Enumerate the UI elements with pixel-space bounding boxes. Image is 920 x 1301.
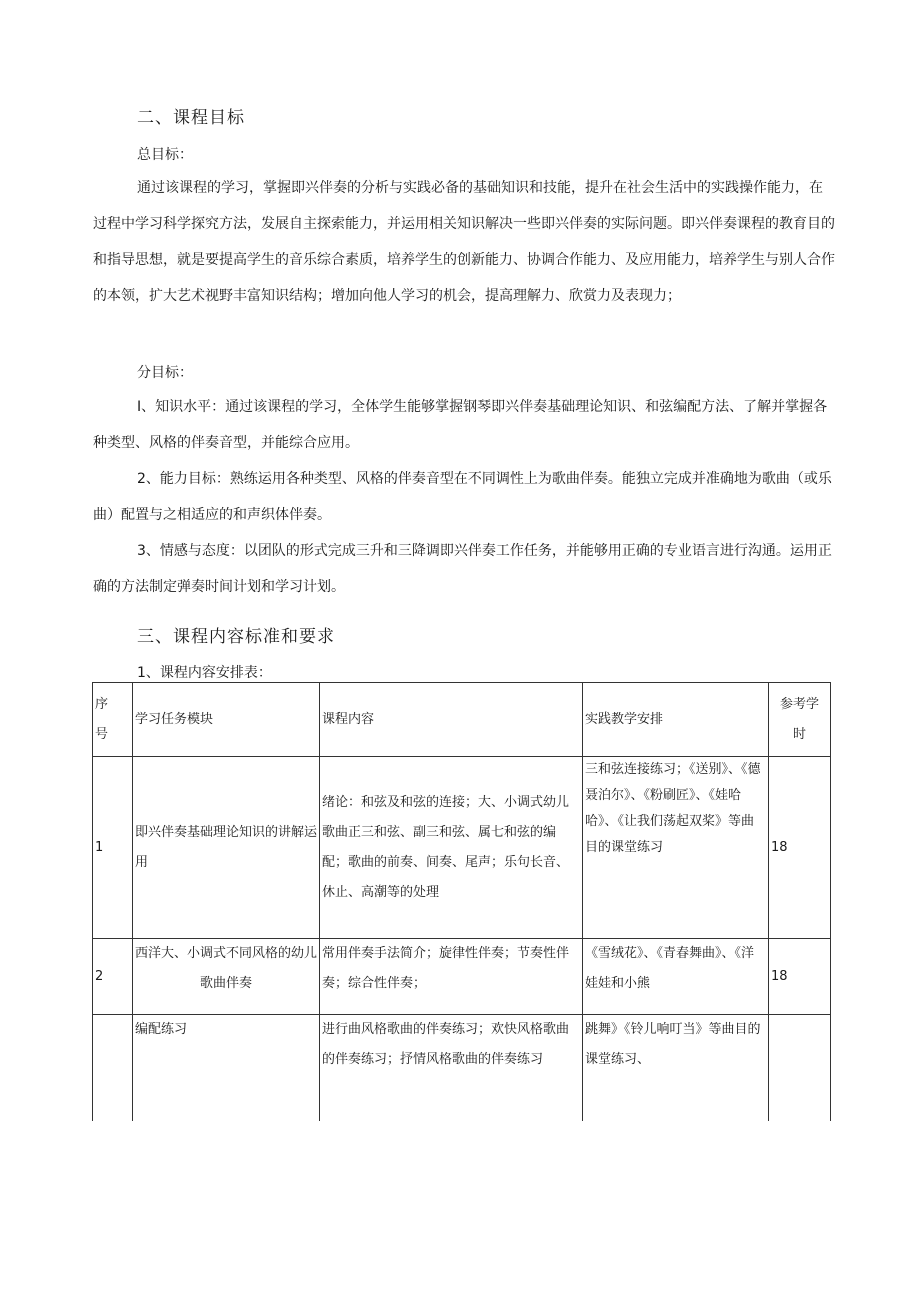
- row3-practice: 跳舞》《铃儿响叮当》等曲目的课堂练习、: [583, 1015, 769, 1121]
- header-seq-line1: 序: [95, 696, 109, 712]
- overall-goal-label: 总目标：: [137, 147, 193, 163]
- goal-ability: [93, 461, 835, 533]
- row1-hours: 18: [769, 757, 831, 939]
- goal-knowledge-text: I、知识水平：通过该课程的学习，全体学生能够掌握钢琴即兴伴奏基础理论知识、和弦编配方法、了解并掌握各种类型、风格的伴奏音型，并能综合应用。: [93, 399, 828, 451]
- row3-content: 进行曲风格歌曲的伴奏练习；欢快风格歌曲的伴奏练习；抒情风格歌曲的伴奏练习: [320, 1015, 583, 1121]
- row1-seq: 1: [93, 757, 133, 939]
- overall-goal-text: 通过该课程的学习，掌握即兴伴奏的分析与实践必备的基础知识和技能，提升在社会生活中的实践操作能力，在过程中学习科学探究方法，发展自主探索能力，并运用相关知识解决一些即兴伴奏的实际问题。即兴伴奏课程的教育目的和指导思想，就是要提高学生的音乐综合素质，培养学生的创新能力、协调合作能力、及应用能力，培养学生与别人合作的本领，扩大艺术视野丰富知识结构；增加向他人学习的机会，提高理解力、欣赏力及表现力；: [93, 180, 835, 304]
- course-content-table: [92, 682, 831, 1121]
- row2-practice: 《雪绒花》、《青春舞曲》、《洋娃娃和小熊: [583, 939, 769, 1015]
- row1-module: 即兴伴奏基础理论知识的讲解运用: [133, 757, 320, 939]
- goal-ability-text: 2、能力目标：熟练运用各种类型、风格的伴奏音型在不同调性上为歌曲伴奏。能独立完成并准确地为歌曲（或乐曲）配置与之相适应的和声织体伴奏。: [93, 471, 832, 523]
- goal-attitude: [93, 533, 835, 605]
- row2-seq: 2: [93, 939, 133, 1015]
- header-hours-line2: 时: [792, 726, 806, 742]
- sub-goal-label: 分目标：: [137, 365, 193, 381]
- header-hours: [769, 683, 831, 757]
- row2-hours: 18: [769, 939, 831, 1015]
- row3-hours: [769, 1015, 831, 1121]
- table-row: [93, 757, 831, 939]
- header-hours-line1: 参考学: [779, 696, 819, 712]
- header-practice: 实践教学安排: [583, 683, 769, 757]
- row3-module: 编配练习: [133, 1015, 320, 1121]
- header-module: 学习任务模块: [133, 683, 320, 757]
- header-seq-line2: 号: [95, 726, 109, 742]
- table-row: [93, 939, 831, 1015]
- row1-practice: 三和弦连接练习；《送别》、《德聂泊尔》、《粉刷匠》、《娃哈哈》、《让我们荡起双桨》等曲目的课堂练习: [583, 757, 769, 939]
- section3-title: 三、课程内容标准和要求: [137, 627, 335, 647]
- section2-title: 二、课程目标: [137, 108, 245, 128]
- goal-knowledge: [93, 389, 835, 461]
- overall-goal-paragraph: [93, 170, 835, 314]
- row1-content: 绪论：和弦及和弦的连接；大、小调式幼儿歌曲正三和弦、副三和弦、属七和弦的编配；歌曲的前奏、间奏、尾声；乐句长音、休止、高潮等的处理: [320, 757, 583, 939]
- table-row: [93, 1015, 831, 1121]
- row2-content: 常用伴奏手法简介；旋律性伴奏；节奏性伴奏；综合性伴奏；: [320, 939, 583, 1015]
- row2-module: 西洋大、小调式不同风格的幼儿歌曲伴奏: [133, 939, 320, 1015]
- row3-seq: [93, 1015, 133, 1121]
- table-header-row: [93, 683, 831, 757]
- table-caption: 1、课程内容安排表：: [137, 665, 272, 681]
- goal-attitude-text: 3、情感与态度：以团队的形式完成三升和三降调即兴伴奏工作任务，并能够用正确的专业语言进行沟通。运用正确的方法制定弹奏时间计划和学习计划。: [93, 543, 832, 595]
- header-content: 课程内容: [320, 683, 583, 757]
- header-seq: [93, 683, 133, 757]
